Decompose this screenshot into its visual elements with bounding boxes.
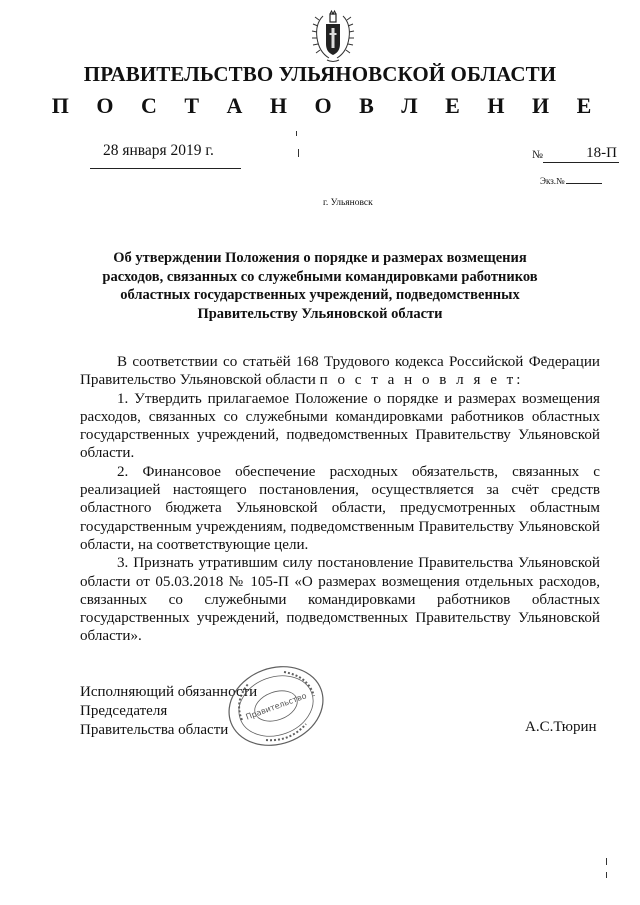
document-title — [95, 249, 545, 323]
copy-number — [540, 176, 602, 186]
coat-of-arms-emblem — [301, 8, 365, 64]
signatory-name: А.С.Тюрин — [525, 719, 597, 735]
number-sign: № — [532, 149, 543, 161]
government-name: ПРАВИТЕЛЬСТВО УЛЬЯНОВСКОЙ ОБЛАСТИ — [83, 62, 557, 86]
title-line: расходов, связанных со служебными командировками работников — [102, 268, 538, 285]
document-number — [532, 145, 619, 163]
intro-text: В соответствии со статьёй 168 Трудового кодекса Российской Федерации Правительство Ульяновской области — [80, 354, 600, 389]
document-body — [80, 353, 600, 646]
document-type: П О С Т А Н О В Л Е Н И Е — [51, 93, 603, 118]
signatory-line: Председателя — [80, 703, 168, 719]
official-stamp — [216, 662, 328, 752]
number-value: 18-П — [543, 145, 619, 163]
signatory-line: Правительства области — [80, 722, 229, 738]
date-underline — [90, 168, 241, 169]
document-date: 28 января 2019 г. — [103, 142, 214, 159]
intro-paragraph — [80, 353, 600, 390]
title-line: Об утверждении Положения о порядке и размерах возмещения — [113, 250, 527, 266]
item-paragraph: 1. Утвердить прилагаемое Положение о порядке и размерах возмещения расходов, связанных со служебными командировками работников областных государственных учреждений, подведомственных Правительству Ульяновской области. — [80, 390, 600, 462]
copy-underline — [566, 183, 602, 184]
scan-mark — [606, 858, 607, 865]
item-paragraph: 3. Признать утратившим силу постановление Правительства Ульяновской области от 05.03.2018 № 105-П «О размерах возмещения отдельных расходов, связанных со служебными командировками работников областных государственных учреждений, подведомственных Правительству Ульяновской области». — [80, 555, 600, 645]
item-paragraph: 2. Финансовое обеспечение расходных обязательств, связанных с реализацией настоящего постановления, осуществляется за счёт средств областного бюджета Ульяновской области, предусмотренных областным государственным учреждениям, подведомственным Правительству Ульяновской области, на соответствующие цели. — [80, 463, 600, 553]
scan-mark — [606, 872, 607, 878]
scan-mark — [298, 149, 299, 157]
title-line: Правительству Ульяновской области — [197, 305, 443, 322]
copy-label: Экз.№ — [540, 176, 565, 186]
city: г. Ульяновск — [323, 198, 373, 208]
scan-mark — [296, 131, 297, 136]
stamp-text: Правительство — [244, 691, 308, 722]
signatory-line: Исполняющий обязанности — [80, 684, 258, 700]
title-line: областных государственных учреждений, подведомственных — [120, 287, 520, 303]
intro-verb: п о с т а н о в л я е т: — [319, 372, 524, 389]
